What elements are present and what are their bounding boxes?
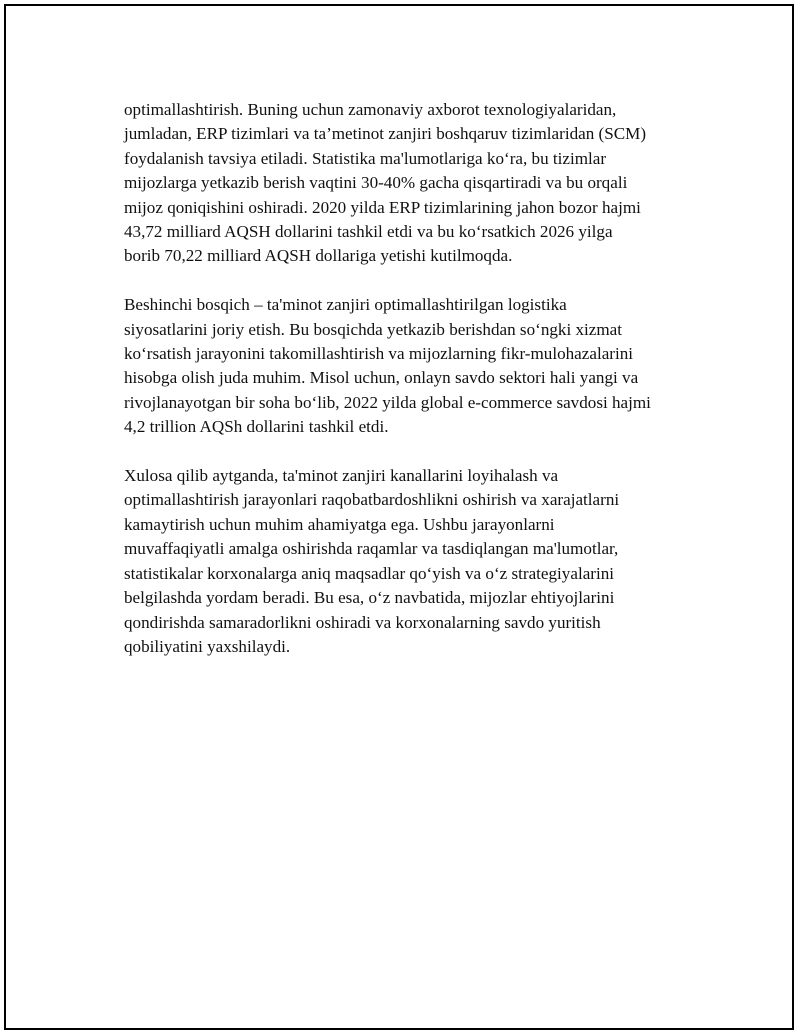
text-line: jumladan, ERP tizimlari va ta’metinot zanjiri boshqaruv tizimlaridan (SCM) xyxy=(124,124,647,144)
text-line: belgilashda yordam beradi. Bu esa, o‘z navbatida, mijozlar ehtiyojlarini xyxy=(124,588,615,608)
text-line: statistikalar korxonalarga aniq maqsadlar qo‘yish va o‘z strategiyalarini xyxy=(124,563,615,583)
text-line: Beshinchi bosqich – ta'minot zanjiri optimallashtirilgan logistika xyxy=(124,295,567,315)
text-line: qondirishda samaradorlikni oshiradi va korxonalarning savdo yuritish xyxy=(124,612,601,632)
text-line: foydalanish tavsiya etiladi. Statistika ma'lumotlariga ko‘ra, bu tizimlar xyxy=(124,148,607,168)
text-line: 43,72 milliard AQSH dollarini tashkil etdi va bu ko‘rsatkich 2026 yilga xyxy=(124,222,613,242)
text-line: siyosatlarini joriy etish. Bu bosqichda yetkazib berishdan so‘ngki xizmat xyxy=(124,319,622,339)
text-line: optimallashtirish. Buning uchun zamonaviy axborot texnologiyalaridan, xyxy=(124,100,617,119)
paragraph-conclusion xyxy=(124,464,704,659)
text-line: hisobga olish juda muhim. Misol uchun, onlayn savdo sektori hali yangi va xyxy=(124,368,639,388)
text-line: borib 70,22 milliard AQSH dollariga yetishi kutilmoqda. xyxy=(124,246,513,266)
text-line: qobiliyatini yaxshilaydi. xyxy=(124,636,291,656)
text-line: optimallashtirish jarayonlari raqobatbardoshlikni oshirish va xarajatlarni xyxy=(124,490,620,510)
page-frame xyxy=(4,4,794,1030)
document-body xyxy=(124,98,704,684)
text-line: kamaytirish uchun muhim ahamiyatga ega. Ushbu jarayonlarni xyxy=(124,514,555,534)
text-line: Xulosa qilib aytganda, ta'minot zanjiri kanallarini loyihalash va xyxy=(124,466,559,486)
paragraph-fifth-stage xyxy=(124,293,704,439)
paragraph-erp-optimization xyxy=(124,98,704,269)
text-line: rivojlanayotgan bir soha bo‘lib, 2022 yilda global e-commerce savdosi hajmi xyxy=(124,392,651,412)
text-line: mijoz qoniqishini oshiradi. 2020 yilda ERP tizimlarining jahon bozor hajmi xyxy=(124,197,641,217)
text-line: mijozlarga yetkazib berish vaqtini 30-40% gacha qisqartiradi va bu orqali xyxy=(124,173,628,193)
text-line: muvaffaqiyatli amalga oshirishda raqamlar va tasdiqlangan ma'lumotlar, xyxy=(124,539,619,559)
text-line: ko‘rsatish jarayonini takomillashtirish va mijozlarning fikr-mulohazalarini xyxy=(124,344,634,364)
text-line: 4,2 trillion AQSh dollarini tashkil etdi. xyxy=(124,417,389,437)
